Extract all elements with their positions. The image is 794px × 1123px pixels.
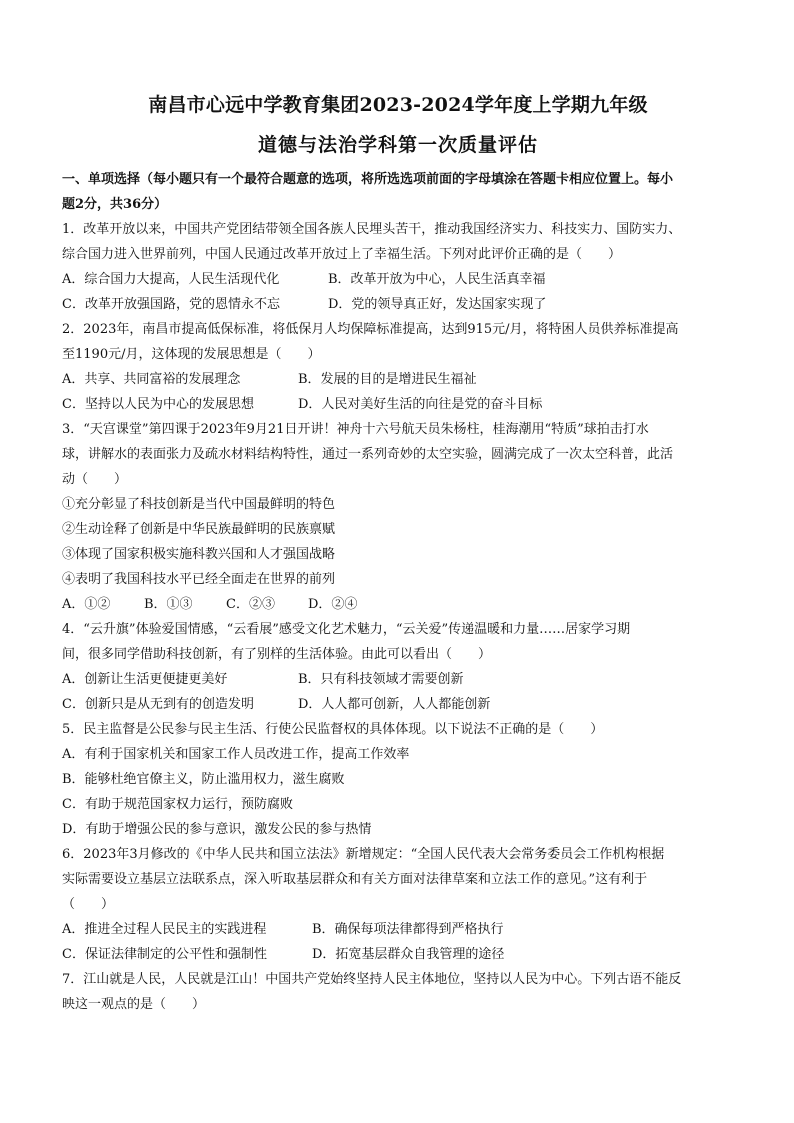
option-row: [62, 292, 734, 317]
question-2: [62, 317, 734, 417]
option-c[interactable]: C．有助于规范国家权力运行，预防腐败: [62, 797, 293, 812]
question-stem-line: （ ）: [62, 897, 115, 912]
option-row: [62, 667, 734, 692]
question-4: [62, 617, 734, 717]
option-d[interactable]: D．②④: [308, 597, 358, 612]
question-stem-line: 7．江山就是人民，人民就是江山！中国共产党始终坚持人民主体地位，坚持以人民为中心。下列古语不能反: [62, 972, 682, 987]
option-row: [62, 917, 734, 942]
option-a[interactable]: A．有利于国家机关和国家工作人员改进工作，提高工作效率: [62, 747, 410, 762]
question-stem-line: 综合国力进入世界前列，中国人民通过改革开放过上了幸福生活。下列对此评价正确的是（ ）: [62, 247, 622, 262]
option-c[interactable]: C．②③: [226, 597, 275, 612]
question-stem-line: 4．“云升旗”体验爱国情感，“云看展”感受文化艺术魅力，“云关爱”传递温暖和力量……居家学习期: [62, 622, 631, 637]
question-3: [62, 417, 734, 617]
option-d[interactable]: D．党的领导真正好，发达国家实现了: [328, 297, 547, 312]
option-a[interactable]: A．共享、共同富裕的发展理念: [62, 372, 241, 387]
option-a[interactable]: A．推进全过程人民民主的实践进程: [62, 922, 267, 937]
statement-2: ②生动诠释了创新是中华民族最鲜明的民族禀赋: [62, 522, 336, 537]
question-7: [62, 967, 734, 1017]
exam-page: [62, 93, 734, 1017]
option-c[interactable]: C．坚持以人民为中心的发展思想: [62, 397, 254, 412]
question-stem-line: 球，讲解水的表面张力及疏水材料结构特性，通过一系列奇妙的太空实验，圆满完成了一次太空科普，此活: [62, 447, 674, 462]
option-c[interactable]: C．改革开放强国路，党的恩情永不忘: [62, 297, 280, 312]
option-row: [62, 367, 734, 392]
question-stem-line: 至1190元/月，这体现的发展思想是（ ）: [62, 347, 321, 362]
option-a[interactable]: A．综合国力大提高，人民生活现代化: [62, 272, 280, 287]
option-row: [62, 592, 734, 617]
option-b[interactable]: B．能够杜绝官僚主义，防止滥用权力，滋生腐败: [62, 772, 345, 787]
option-d[interactable]: D．有助于增强公民的参与意识，激发公民的参与热情: [62, 822, 372, 837]
option-row: [62, 267, 734, 292]
option-b[interactable]: B．①③: [144, 597, 193, 612]
section-heading-line2: 题2分，共36分）: [62, 197, 168, 212]
question-stem-line: 间，很多同学借助科技创新，有了别样的生活体验。由此可以看出（ ）: [62, 647, 492, 662]
question-6: [62, 842, 734, 967]
question-5: [62, 717, 734, 842]
option-d[interactable]: D．人民对美好生活的向往是党的奋斗目标: [298, 397, 543, 412]
option-c[interactable]: C．创新只是从无到有的创造发明: [62, 697, 254, 712]
exam-title-line1: 南昌市心远中学教育集团2023-2024学年度上学期九年级: [148, 94, 648, 116]
question-stem-line: 2．2023年，南昌市提高低保标准，将低保月人均保障标准提高，达到915元/月，将特困人员供养标准提高: [62, 322, 679, 337]
question-stem-line: 实际需要设立基层立法联系点，深入听取基层群众和有关方面对法律草案和立法工作的意见。”这有利于: [62, 872, 648, 887]
question-stem-line: 映这一观点的是（ ）: [62, 997, 206, 1012]
option-row: [62, 392, 734, 417]
question-stem-line: 3．“天宫课堂”第四课于2023年9月21日开讲！神舟十六号航天员朱杨柱，桂海潮用“特质”球拍击打水: [62, 422, 649, 437]
question-stem-line: 1．改革开放以来，中国共产党团结带领全国各族人民埋头苦干，推动我国经济实力、科技实力、国防实力、: [62, 222, 682, 237]
statement-4: ④表明了我国科技水平已经全面走在世界的前列: [62, 572, 336, 587]
option-b[interactable]: B．确保每项法律都得到严格执行: [312, 922, 504, 937]
option-c[interactable]: C．保证法律制定的公平性和强制性: [62, 947, 267, 962]
option-row: [62, 942, 734, 967]
section-heading: [62, 167, 734, 217]
option-a[interactable]: A．①②: [62, 597, 111, 612]
option-a[interactable]: A．创新让生活更便捷更美好: [62, 672, 228, 687]
question-stem-line: 5．民主监督是公民参与民主生活、行使公民监督权的具体体现。以下说法不正确的是（ ）: [62, 722, 604, 737]
option-b[interactable]: B．改革开放为中心，人民生活真幸福: [328, 272, 546, 287]
question-1: [62, 217, 734, 317]
option-row: [62, 692, 734, 717]
statement-1: ①充分彰显了科技创新是当代中国最鲜明的特色: [62, 497, 336, 512]
exam-title-line2: 道德与法治学科第一次质量评估: [257, 134, 538, 156]
option-b[interactable]: B．发展的目的是增进民生福祉: [298, 372, 477, 387]
question-stem-line: 动（ ）: [62, 472, 128, 487]
statement-3: ③体现了国家积极实施科教兴国和人才强国战略: [62, 547, 336, 562]
option-b[interactable]: B．只有科技领域才需要创新: [298, 672, 464, 687]
section-heading-line1: 一、单项选择（每小题只有一个最符合题意的选项，将所选选项前面的字母填涂在答题卡相应位置上。每小: [62, 172, 674, 187]
question-stem-line: 6．2023年3月修改的《中华人民共和国立法法》新增规定：“全国人民代表大会常务委员会工作机构根据: [62, 847, 665, 862]
option-d[interactable]: D．人人都可创新，人人都能创新: [298, 697, 491, 712]
option-d[interactable]: D．拓宽基层群众自我管理的途径: [312, 947, 505, 962]
